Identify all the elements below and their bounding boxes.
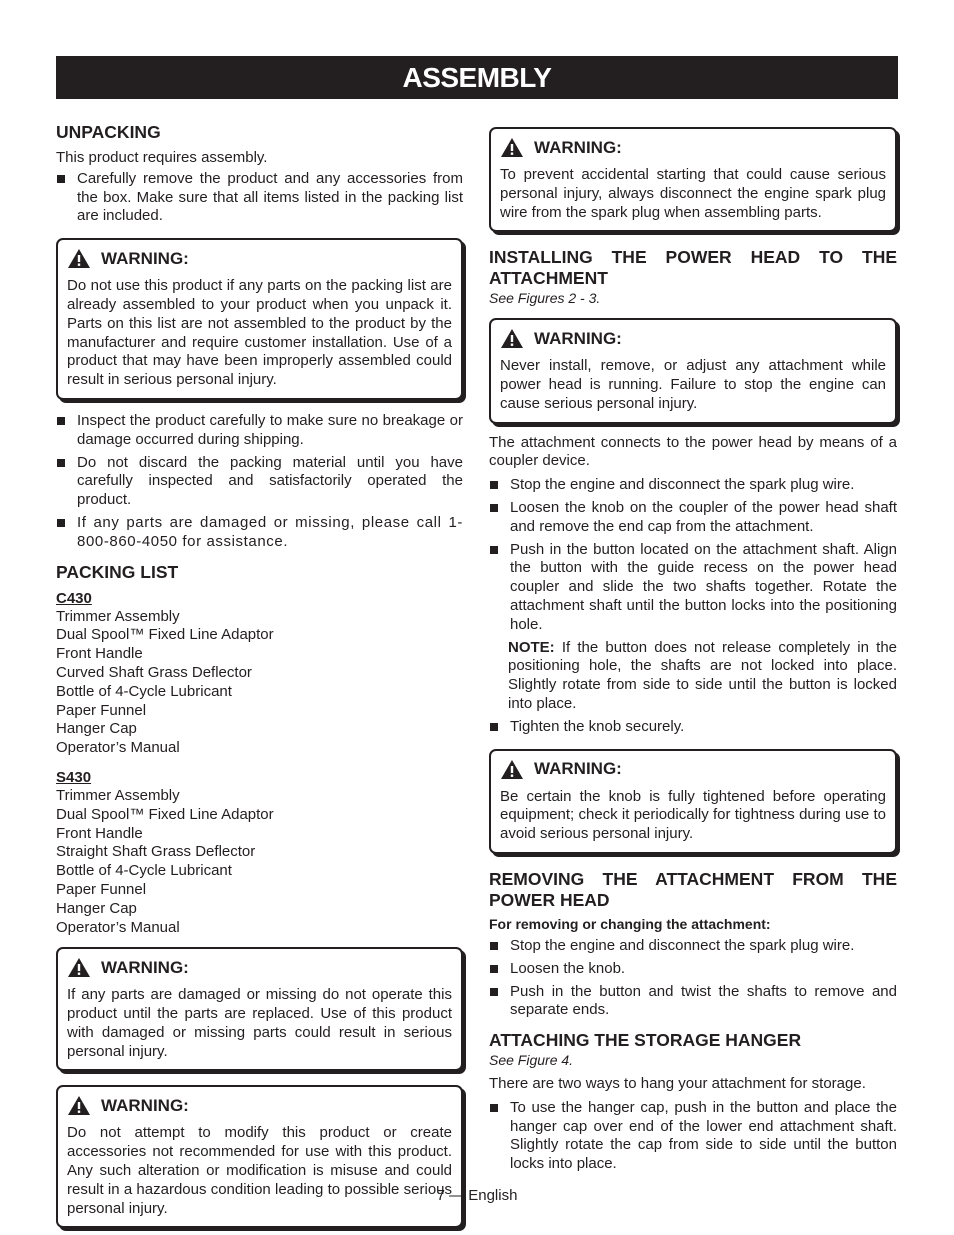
knob-warning-box [489,749,897,854]
unpacking-bullet: Do not discard the packing material until you have carefully inspected and satisfactorily operated the product. [56,454,463,510]
warning-triangle-icon [67,957,91,978]
removing-bullet: Push in the button and twist the shafts to remove and separate ends. [489,983,897,1021]
page-banner: ASSEMBLY [56,56,898,99]
model-c430-label: C430 [56,589,92,607]
list-item: Bottle of 4-Cycle Lubricant [56,682,232,700]
unpacking-warning-box [56,238,463,400]
list-item: Dual Spool™ Fixed Line Adaptor [56,626,274,644]
storage-hanger-heading: ATTACHING THE STORAGE HANGER [489,1030,802,1051]
warning-triangle-icon [67,248,91,269]
unpacking-heading: UNPACKING [56,122,161,142]
installing-bullet: Stop the engine and disconnect the spark plug wire. [489,476,897,495]
warning-triangle-icon [500,328,524,349]
c430-items [56,608,463,758]
packing-list-heading: PACKING LIST [56,561,179,582]
list-item: Bottle of 4-Cycle Lubricant [56,862,232,880]
warning-header [67,957,452,978]
warning-text: Be certain the knob is fully tightened before operating equipment; check it periodically for tightness during use to avoid serious personal injury. [500,787,886,843]
installing-bullet: Push in the button located on the attachment shaft. Align the button with the guide recess on the power head coupler and slide the two shafts together. Rotate the attachment shaft until the button locks into the positioning hole. [489,541,897,635]
installing-bullet: Loosen the knob on the coupler of the power head shaft and remove the end cap from the attachment. [489,499,897,537]
warning-triangle-icon [67,1095,91,1116]
installing-heading: INSTALLING THE POWER HEAD TO THE ATTACHMENT [489,247,897,289]
warning-label: WARNING: [534,137,622,157]
damaged-parts-warning-box [56,947,463,1071]
installing-bullet: Tighten the knob securely. [489,718,897,737]
modification-warning-box [56,1085,463,1228]
note-label: NOTE: [508,638,555,656]
warning-triangle-icon [500,137,524,158]
list-item: Trimmer Assembly [56,786,180,804]
list-item: Hanger Cap [56,899,137,917]
unpacking-bullet: Inspect the product carefully to make sure no breakage or damage occurred during shipping. [56,412,463,450]
list-item: Front Handle [56,645,143,663]
hanger-see-figure: See Figure 4. [489,1052,574,1069]
warning-label: WARNING: [534,759,622,779]
spark-plug-warning-box [489,127,897,232]
removing-bullet: Stop the engine and disconnect the spark plug wire. [489,937,897,956]
list-item: Operator’s Manual [56,918,180,936]
note-text: If the button does not release completely in the positioning hole, the shafts are not locked into place. Slightly rotate from side to side until the button is locked into place. [508,638,898,712]
list-item: Trimmer Assembly [56,607,180,625]
removing-bullet: Loosen the knob. [489,960,897,979]
list-item: Dual Spool™ Fixed Line Adaptor [56,805,274,823]
warning-triangle-icon [500,759,524,780]
removing-subheading: For removing or changing the attachment: [489,915,771,932]
warning-text: Never install, remove, or adjust any attachment while power head is running. Failure to stop the engine can cause serious personal injury. [500,357,886,412]
model-s430-label: S430 [56,768,92,786]
installing-intro: The attachment connects to the power head by means of a coupler device. [489,433,897,470]
warning-label: WARNING: [534,328,622,348]
unpacking-bullet: If any parts are damaged or missing, please call 1-800-860-4050 for assistance. [56,514,463,552]
list-item: Paper Funnel [56,880,147,898]
removing-heading: REMOVING THE ATTACHMENT FROM THE POWER HEAD [489,868,897,910]
warning-header [500,759,886,780]
hanger-intro: There are two ways to hang your attachment for storage. [489,1074,866,1092]
left-column [56,122,463,1228]
warning-label: WARNING: [101,957,189,977]
unpacking-bullet: Carefully remove the product and any accessories from the box. Make sure that all items listed in the packing list are included. [56,170,463,226]
list-item: Straight Shaft Grass Deflector [56,843,256,861]
right-column [489,127,897,1174]
warning-text: Do not use this product if any parts on the packing list are already assembled to your product when you unpack it. Parts on this list are not assembled to the product by the manufacturer and require customer installation. Use of a product that may have been improperly assembled could result in serious personal injury. [67,277,452,389]
warning-label: WARNING: [101,1095,189,1115]
warning-header [500,328,886,349]
list-item: Hanger Cap [56,720,137,738]
hanger-bullet: To use the hanger cap, push in the button and place the hanger cap over end of the lower end attachment shaft. Slightly rotate the cap from side to side until the button locks into place. [489,1099,897,1174]
warning-header [67,248,452,269]
list-item: Paper Funnel [56,701,147,719]
warning-text: If any parts are damaged or missing do not operate this product until the parts are replaced. Use of this product with damaged or missing parts could result in serious personal injury. [67,986,452,1060]
installing-note [489,639,897,714]
list-item: Operator’s Manual [56,739,180,757]
list-item: Curved Shaft Grass Deflector [56,663,252,681]
s430-items [56,787,463,937]
warning-text: Do not attempt to modify this product or create accessories not recommended for use with this product. Any such alteration or modification is misuse and could result in a hazardous condition leading to possible serious personal injury. [67,1124,452,1217]
warning-text: To prevent accidental starting that could cause serious personal injury, always disconnect the engine spark plug wire from the spark plug when assembling parts. [500,166,886,221]
warning-label: WARNING: [101,248,189,268]
unpacking-intro: This product requires assembly. [56,149,268,166]
installing-see-figures: See Figures 2 - 3. [489,290,601,307]
warning-header [67,1095,452,1116]
list-item: Front Handle [56,824,143,842]
page-footer: 7 — English [436,1187,518,1204]
running-warning-box [489,318,897,423]
warning-header [500,137,886,158]
